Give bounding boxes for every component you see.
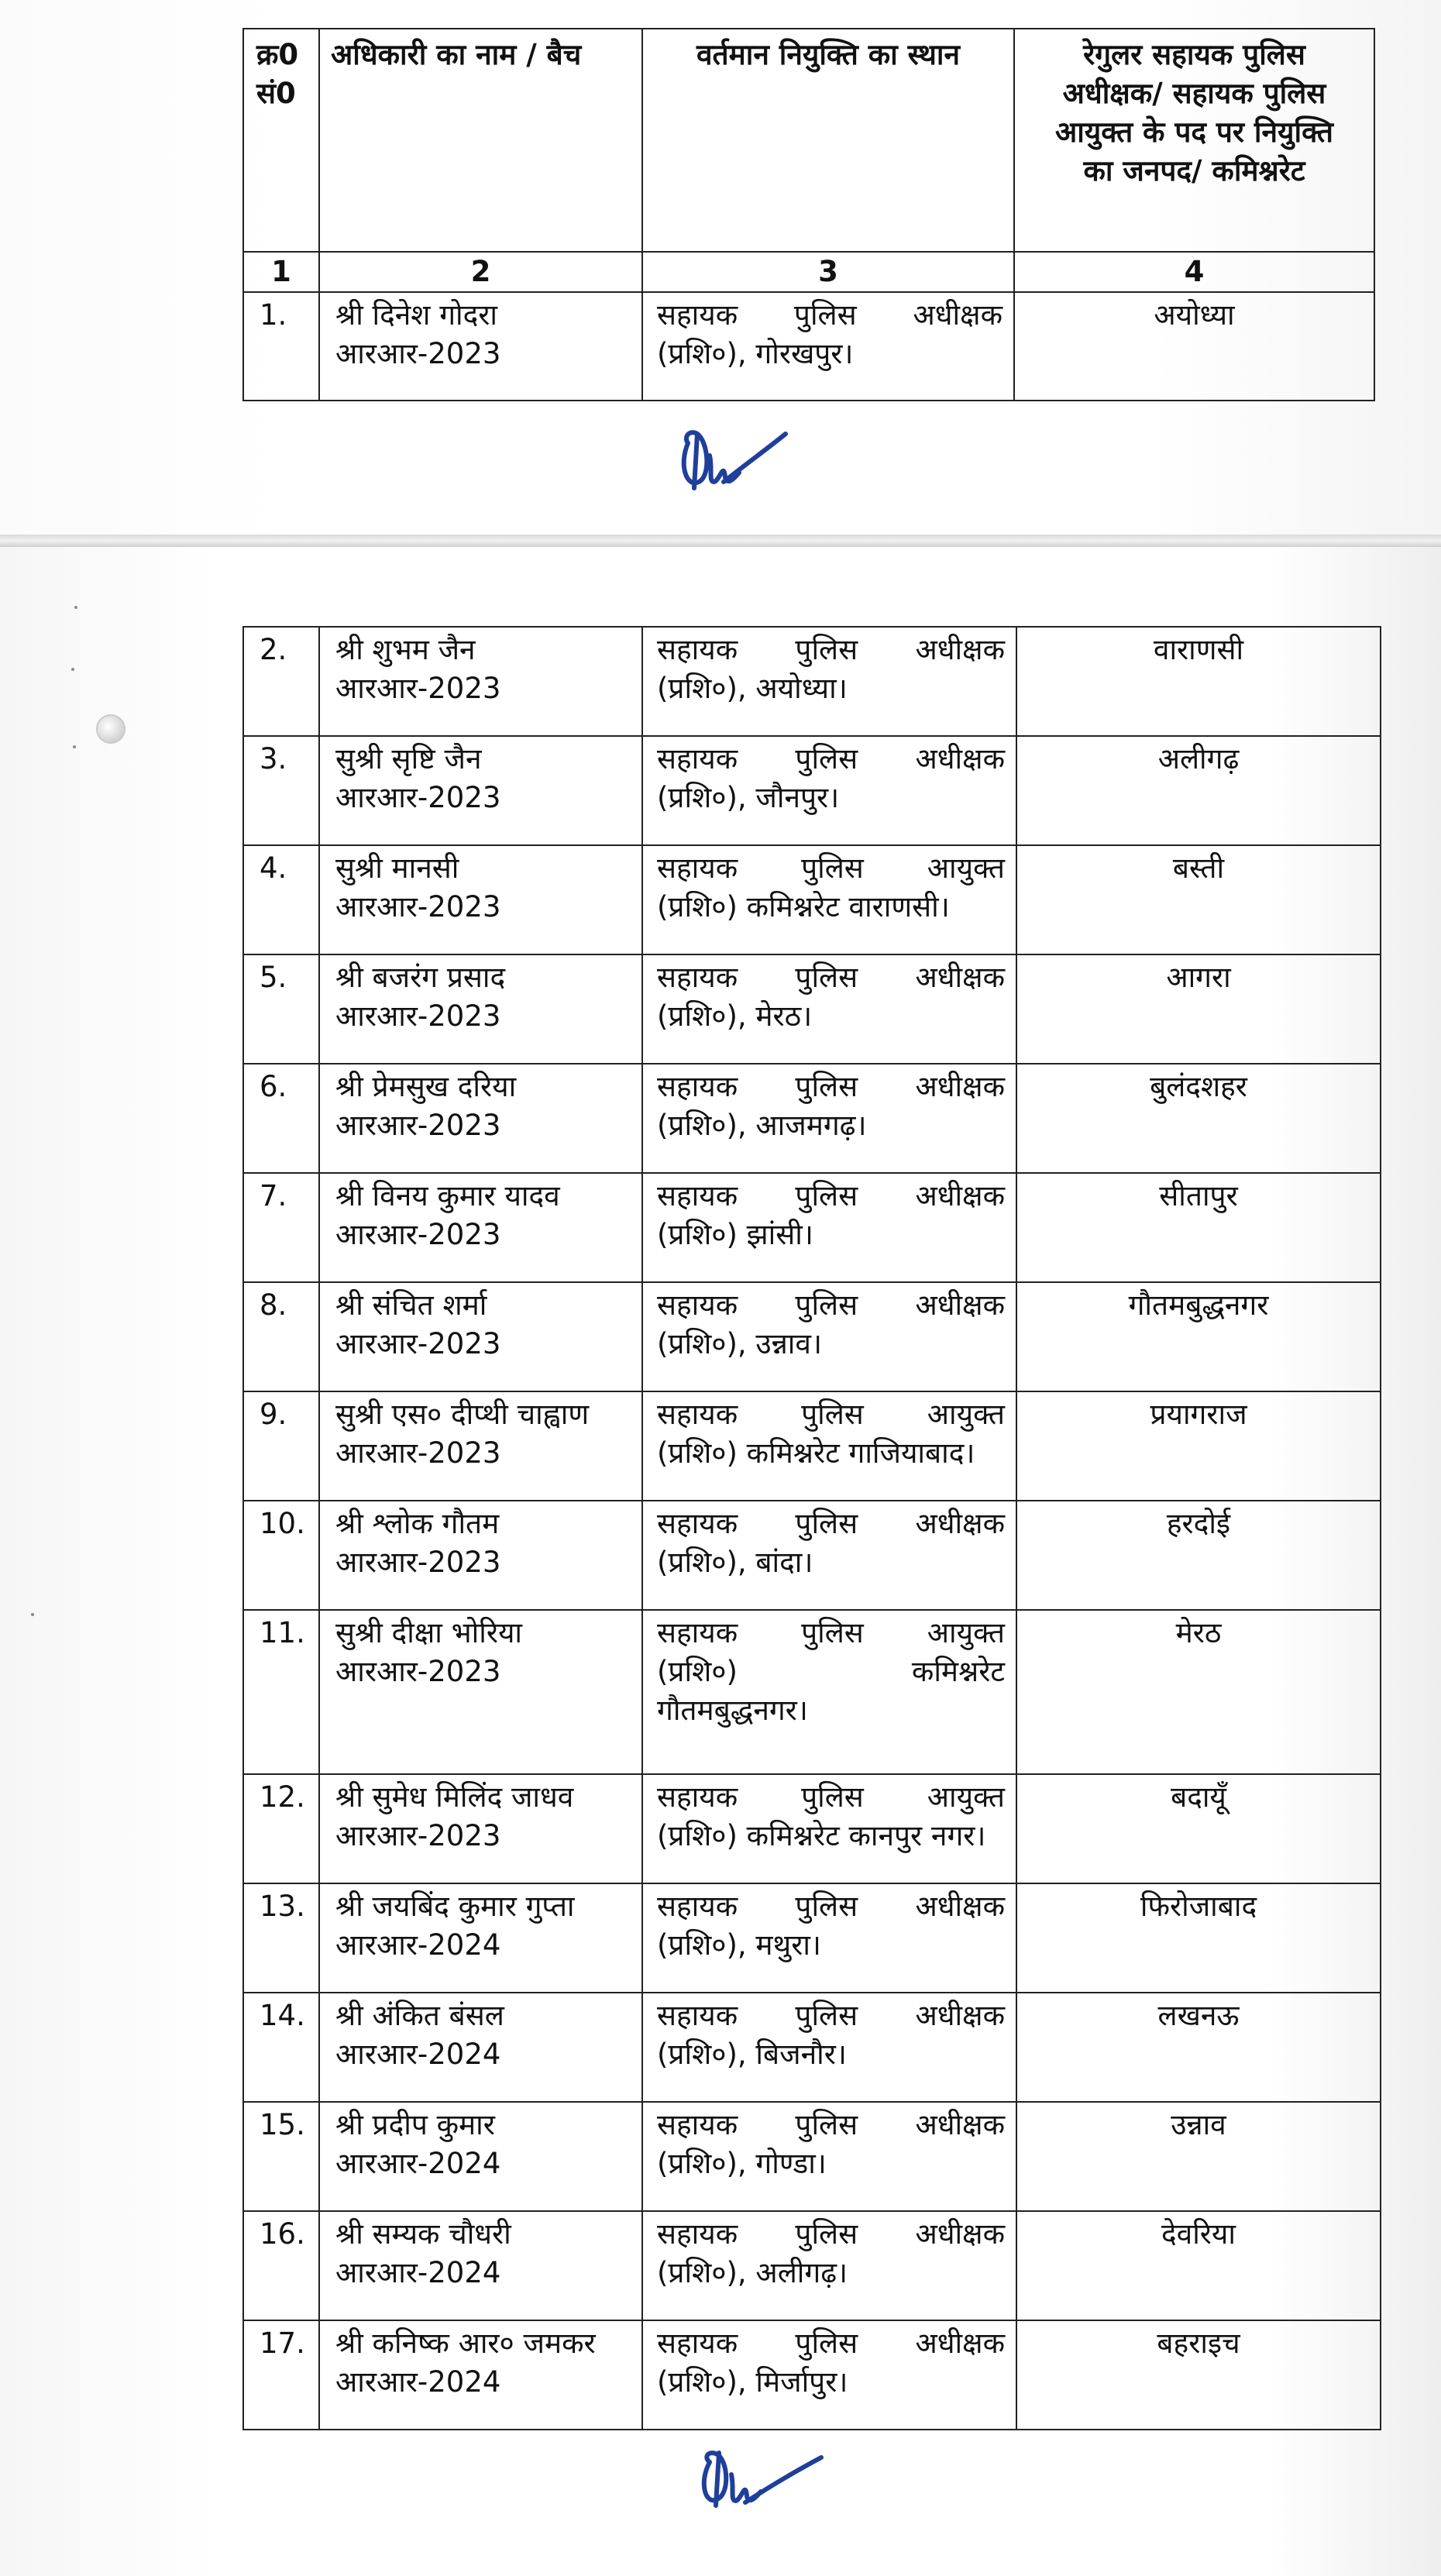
current-posting-line-2: (प्रशि०) कमिश्नरेट गाजियाबाद। — [657, 1436, 975, 1470]
current-posting-line-1: सहायक पुलिस अधीक्षक — [657, 1890, 1005, 1923]
table-row — [243, 2211, 1381, 2320]
officer-cell — [319, 1501, 642, 1610]
officer-cell — [319, 2102, 642, 2211]
current-posting-cell — [642, 736, 1016, 845]
column-number-row — [243, 252, 1374, 292]
table-row — [243, 292, 1374, 401]
officer-batch: आरआर-2023 — [335, 1546, 501, 1579]
new-district: हरदोई — [1166, 1507, 1231, 1540]
new-district-cell — [1016, 954, 1381, 1064]
new-district-cell — [1016, 2102, 1381, 2211]
table-row — [243, 1501, 1381, 1610]
current-posting-line-1: सहायक पुलिस अधीक्षक — [657, 1999, 1005, 2032]
new-district: सीतापुर — [1159, 1179, 1238, 1212]
table-row — [243, 954, 1381, 1064]
serial-number: 10. — [243, 1501, 319, 1610]
current-posting-line-2: (प्रशि०), उन्नाव। — [657, 1327, 822, 1360]
officer-name: सुश्री सृष्टि जैन — [335, 742, 482, 776]
scan-speck — [31, 1613, 34, 1616]
new-district: आगरा — [1166, 961, 1231, 994]
officer-batch: आरआर-2024 — [335, 2038, 501, 2071]
header-serial-line-2: सं0 — [256, 77, 296, 110]
current-posting-cell — [642, 1774, 1016, 1883]
officer-name: श्री कनिष्क आर० जमकर — [335, 2327, 596, 2360]
table-row — [243, 845, 1381, 954]
new-district-cell — [1016, 1993, 1381, 2102]
current-posting-line-1: सहायक पुलिस आयुक्त — [657, 1398, 1005, 1431]
table-row — [243, 1993, 1381, 2102]
current-posting-line-1: सहायक पुलिस अधीक्षक — [657, 2108, 1005, 2141]
new-district-cell — [1016, 1610, 1381, 1774]
current-posting-line-1: सहायक पुलिस अधीक्षक — [657, 633, 1005, 666]
current-posting-cell — [642, 1391, 1016, 1501]
new-district-cell — [1016, 736, 1381, 845]
officer-batch: आरआर-2024 — [335, 2256, 501, 2289]
current-posting-cell — [642, 2211, 1016, 2320]
new-district: बुलंदशहर — [1150, 1070, 1247, 1103]
signature-page-1 — [677, 411, 793, 496]
current-posting-cell — [642, 954, 1016, 1064]
current-posting-line-1: सहायक पुलिस अधीक्षक — [657, 1179, 1005, 1212]
scan-speck — [71, 668, 74, 671]
current-posting-cell — [642, 1883, 1016, 1993]
officer-cell — [319, 954, 642, 1064]
officer-cell — [319, 1993, 642, 2102]
officer-name: सुश्री एस० दीप्थी चाह्वाण — [335, 1398, 590, 1431]
current-posting-line-2: (प्रशि०), मिर्जापुर। — [657, 2365, 848, 2399]
current-posting-cell — [642, 1610, 1016, 1774]
header-serial-line-1: क्र0 — [256, 38, 299, 71]
current-posting-line-1: सहायक पुलिस आयुक्त — [657, 851, 1005, 885]
table-row — [243, 2320, 1381, 2430]
current-posting-cell — [642, 627, 1016, 736]
officer-batch: आरआर-2023 — [335, 890, 501, 923]
table-row — [243, 1883, 1381, 1993]
officer-batch: आरआर-2023 — [335, 1109, 501, 1142]
officer-cell — [319, 1774, 642, 1883]
table-row — [243, 1064, 1381, 1173]
scan-speck — [74, 606, 77, 609]
serial-number: 8. — [243, 1282, 319, 1391]
officer-name: सुश्री दीक्षा भोरिया — [335, 1616, 523, 1649]
new-district: बदायूँ — [1171, 1780, 1226, 1814]
column-number-1: 1 — [243, 252, 319, 292]
scan-speck — [73, 745, 76, 748]
new-district-cell — [1016, 627, 1381, 736]
current-posting-line-2: (प्रशि०) झांसी। — [657, 1218, 813, 1251]
current-posting-line-2: (प्रशि०), बिजनौर। — [657, 2038, 847, 2071]
current-posting-cell — [642, 292, 1014, 401]
new-district-cell — [1016, 1883, 1381, 1993]
current-posting-line-2: (प्रशि०) कमिश्नरेट — [657, 1655, 1005, 1688]
current-posting-line-2: (प्रशि०), गोरखपुर। — [657, 337, 854, 370]
serial-number: 3. — [243, 736, 319, 845]
new-district-cell — [1016, 1173, 1381, 1282]
officer-batch: आरआर-2024 — [335, 2365, 501, 2399]
column-number-4: 4 — [1014, 252, 1374, 292]
header-new-posting — [1014, 29, 1374, 252]
posting-table-page-1 — [242, 28, 1375, 401]
serial-number: 5. — [243, 954, 319, 1064]
officer-batch: आरआर-2023 — [335, 1436, 501, 1470]
current-posting-line-1: सहायक पुलिस अधीक्षक — [657, 1070, 1005, 1103]
officer-cell — [319, 2211, 642, 2320]
current-posting-cell — [642, 845, 1016, 954]
officer-cell — [319, 845, 642, 954]
column-number-3: 3 — [642, 252, 1014, 292]
serial-number: 2. — [243, 627, 319, 736]
officer-batch: आरआर-2023 — [335, 781, 501, 814]
officer-batch: आरआर-2023 — [335, 999, 501, 1033]
punch-hole — [98, 716, 124, 742]
officer-name: श्री विनय कुमार यादव — [335, 1179, 560, 1212]
current-posting-line-2: (प्रशि०), बांदा। — [657, 1546, 813, 1579]
current-posting-line-1: सहायक पुलिस आयुक्त — [657, 1780, 1005, 1814]
signature-page-2 — [697, 2431, 829, 2516]
officer-name: श्री प्रदीप कुमार — [335, 2108, 495, 2141]
officer-cell — [319, 1282, 642, 1391]
serial-number: 4. — [243, 845, 319, 954]
table-row — [243, 1610, 1381, 1774]
new-district-cell — [1016, 1391, 1381, 1501]
current-posting-line-1: सहायक पुलिस अधीक्षक — [657, 1507, 1005, 1540]
current-posting-line-1: सहायक पुलिस आयुक्त — [657, 1616, 1005, 1649]
table-row — [243, 627, 1381, 736]
current-posting-line-1: सहायक पुलिस अधीक्षक — [657, 1288, 1005, 1322]
current-posting-cell — [642, 2320, 1016, 2430]
current-posting-line-2: (प्रशि०), गोण्डा। — [657, 2147, 827, 2180]
new-district: देवरिया — [1161, 2217, 1236, 2251]
officer-name: श्री प्रेमसुख दरिया — [335, 1070, 517, 1103]
officer-cell — [319, 1391, 642, 1501]
officer-batch: आरआर-2023 — [335, 337, 501, 370]
current-posting-cell — [642, 1993, 1016, 2102]
page-1 — [0, 0, 1441, 535]
new-district: मेरठ — [1175, 1616, 1222, 1649]
new-district: वाराणसी — [1153, 633, 1244, 666]
officer-name: श्री सुमेध मिलिंद जाधव — [335, 1780, 574, 1814]
new-district: फिरोजाबाद — [1140, 1890, 1257, 1923]
serial-number: 15. — [243, 2102, 319, 2211]
new-district-cell — [1016, 1064, 1381, 1173]
officer-cell — [319, 1883, 642, 1993]
officer-name: श्री जयबिंद कुमार गुप्ता — [335, 1890, 575, 1923]
current-posting-cell — [642, 1501, 1016, 1610]
new-district-cell — [1016, 1501, 1381, 1610]
current-posting-line-2: (प्रशि०), अयोध्या। — [657, 672, 848, 705]
table-header — [243, 29, 1374, 252]
serial-number: 12. — [243, 1774, 319, 1883]
new-district-cell — [1014, 292, 1374, 401]
table-row — [243, 1774, 1381, 1883]
current-posting-line-2: (प्रशि०), मथुरा। — [657, 1928, 821, 1962]
serial-number: 7. — [243, 1173, 319, 1282]
serial-number: 11. — [243, 1610, 319, 1774]
new-district: अलीगढ़ — [1157, 742, 1240, 776]
officer-cell — [319, 627, 642, 736]
current-posting-cell — [642, 1064, 1016, 1173]
column-number-2: 2 — [319, 252, 642, 292]
officer-batch: आरआर-2024 — [335, 2147, 501, 2180]
new-district: बहराइच — [1157, 2327, 1240, 2360]
new-district-cell — [1016, 1774, 1381, 1883]
serial-number: 6. — [243, 1064, 319, 1173]
new-district-cell — [1016, 2211, 1381, 2320]
table-row — [243, 2102, 1381, 2211]
current-posting-cell — [642, 2102, 1016, 2211]
current-posting-line-2: (प्रशि०), मेरठ। — [657, 999, 813, 1033]
officer-cell — [319, 1064, 642, 1173]
officer-name: श्री संचित शर्मा — [335, 1288, 487, 1322]
officer-name: श्री शुभम जैन — [335, 633, 476, 666]
table-row — [243, 1282, 1381, 1391]
header-new-posting-line-1: रेगुलर सहायक पुलिस — [1083, 38, 1305, 71]
officer-cell — [319, 292, 642, 401]
header-current-posting: वर्तमान नियुक्ति का स्थान — [642, 29, 1014, 252]
serial-number: 1. — [243, 292, 319, 401]
current-posting-line-3: गौतमबुद्धनगर। — [657, 1694, 808, 1727]
officer-batch: आरआर-2024 — [335, 1928, 501, 1962]
serial-number: 16. — [243, 2211, 319, 2320]
new-district: बस्ती — [1172, 851, 1225, 885]
current-posting-line-2: (प्रशि०), अलीगढ़। — [657, 2256, 848, 2289]
new-district: प्रयागराज — [1150, 1398, 1247, 1431]
serial-number: 14. — [243, 1993, 319, 2102]
page-separator — [0, 535, 1441, 547]
officer-cell — [319, 1610, 642, 1774]
current-posting-line-2: (प्रशि०) कमिश्नरेट कानपुर नगर। — [657, 1819, 986, 1852]
table-row — [243, 1173, 1381, 1282]
officer-batch: आरआर-2023 — [335, 1819, 501, 1852]
current-posting-line-1: सहायक पुलिस अधीक्षक — [657, 2217, 1005, 2251]
header-new-posting-line-4: का जनपद/ कमिश्नरेट — [1083, 154, 1305, 187]
current-posting-line-2: (प्रशि०), आजमगढ़। — [657, 1109, 867, 1142]
new-district: अयोध्या — [1154, 298, 1235, 332]
officer-batch: आरआर-2023 — [335, 672, 501, 705]
officer-name: सुश्री मानसी — [335, 851, 459, 885]
serial-number: 13. — [243, 1883, 319, 1993]
header-serial — [243, 29, 319, 252]
new-district-cell — [1016, 1282, 1381, 1391]
officer-name: श्री अंकित बंसल — [335, 1999, 504, 2032]
current-posting-line-1: सहायक पुलिस अधीक्षक — [657, 742, 1005, 776]
new-district: गौतमबुद्धनगर — [1128, 1288, 1269, 1322]
table-row — [243, 1391, 1381, 1501]
current-posting-line-2: (प्रशि०) कमिश्नरेट वाराणसी। — [657, 890, 950, 923]
header-new-posting-line-3: आयुक्त के पद पर नियुक्ति — [1054, 115, 1334, 149]
new-district: लखनऊ — [1157, 1999, 1240, 2032]
header-officer-name: अधिकारी का नाम / बैच — [319, 29, 642, 252]
officer-batch: आरआर-2023 — [335, 1655, 501, 1688]
officer-cell — [319, 2320, 642, 2430]
serial-number: 17. — [243, 2320, 319, 2430]
current-posting-cell — [642, 1173, 1016, 1282]
current-posting-cell — [642, 1282, 1016, 1391]
current-posting-line-1: सहायक पुलिस अधीक्षक — [657, 298, 1003, 332]
new-district-cell — [1016, 845, 1381, 954]
serial-number: 9. — [243, 1391, 319, 1501]
officer-name: श्री श्लोक गौतम — [335, 1507, 500, 1540]
officer-cell — [319, 736, 642, 845]
table-row — [243, 736, 1381, 845]
header-new-posting-line-2: अधीक्षक/ सहायक पुलिस — [1062, 77, 1326, 110]
current-posting-line-1: सहायक पुलिस अधीक्षक — [657, 961, 1005, 994]
new-district: उन्नाव — [1171, 2108, 1226, 2141]
current-posting-line-2: (प्रशि०), जौनपुर। — [657, 781, 840, 814]
officer-cell — [319, 1173, 642, 1282]
officer-name: श्री सम्यक चौधरी — [335, 2217, 511, 2251]
posting-table-page-2 — [242, 626, 1381, 2430]
new-district-cell — [1016, 2320, 1381, 2430]
officer-name: श्री दिनेश गोदरा — [335, 298, 498, 332]
current-posting-line-1: सहायक पुलिस अधीक्षक — [657, 2327, 1005, 2360]
officer-batch: आरआर-2023 — [335, 1327, 501, 1360]
officer-name: श्री बजरंग प्रसाद — [335, 961, 506, 994]
officer-batch: आरआर-2023 — [335, 1218, 501, 1251]
